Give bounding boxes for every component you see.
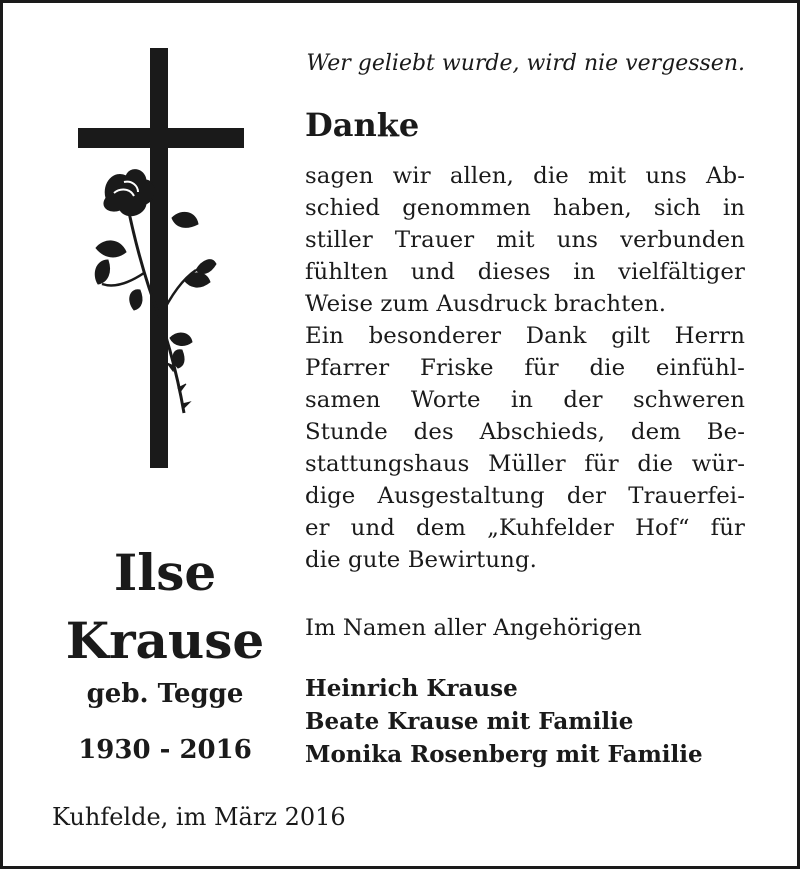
deceased-first-name: Ilse [113,543,217,602]
body-line: stiller Trauer mit uns verbunden [305,227,745,253]
deceased-birth-name: geb. Tegge [86,679,244,709]
signer-name: Heinrich Krause [305,675,518,702]
body-line: Stunde des Abschieds, dem Be- [305,419,745,445]
thanks-body [305,160,745,576]
body-line: Ein besonderer Dank gilt Herrn [305,323,745,349]
motto: Wer geliebt wurde, wird nie vergessen. [306,51,745,76]
deceased-last-name: Krause [65,611,265,670]
body-line: samen Worte in der schweren [305,387,745,413]
body-line: Weise zum Ausdruck brachten. [305,291,667,317]
body-line: er und dem „Kuhfelder Hof“ für [305,515,745,541]
body-line: sagen wir allen, die mit uns Ab- [305,163,745,189]
on-behalf-line: Im Namen aller Angehörigen [305,615,642,641]
body-line: schied genommen haben, sich in [305,195,745,221]
thanks-heading: Danke [305,106,420,144]
place-and-date: Kuhfelde, im März 2016 [52,803,346,831]
body-line: Pfarrer Friske für die einfühl- [305,355,745,381]
signers-list [305,672,745,771]
signer-name: Beate Krause mit Familie [305,708,634,735]
body-line: dige Ausgestaltung der Trauerfei- [305,483,745,509]
body-line: die gute Bewirtung. [305,547,538,573]
deceased-life-dates: 1930 - 2016 [78,735,252,765]
body-line: fühlten und dieses in vielfältiger [305,259,745,285]
signer-name: Monika Rosenberg mit Familie [305,741,703,768]
cross-icon [74,48,254,473]
body-line: stattungshaus Müller für die wür- [305,451,745,477]
